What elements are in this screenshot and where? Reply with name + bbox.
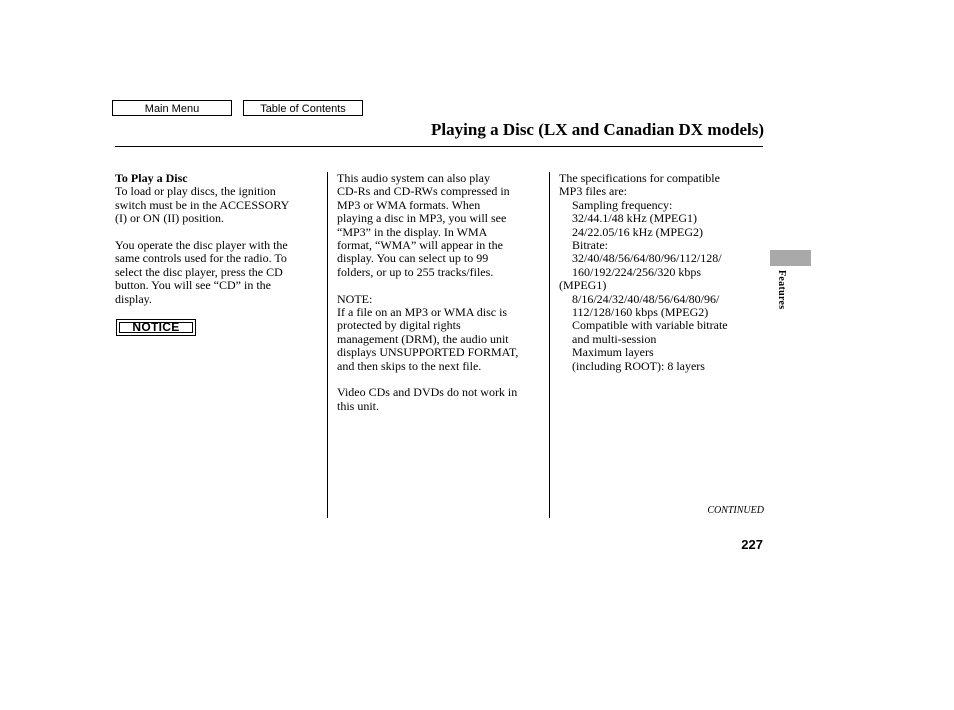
column-1	[115, 172, 320, 306]
column-divider	[549, 172, 550, 518]
section-heading: To Play a Disc	[115, 171, 188, 185]
text-line: same controls used for the radio. To	[115, 251, 287, 266]
spec-line: Compatible with variable bitrate	[572, 318, 728, 333]
page-number: 227	[741, 537, 763, 552]
title-divider	[115, 146, 763, 147]
text-line: To load or play discs, the ignition	[115, 184, 276, 199]
column-divider	[327, 172, 328, 518]
spec-list	[559, 199, 764, 373]
text-line: management (DRM), the audio unit	[337, 331, 509, 346]
text-line: “MP3” in the display. In WMA	[337, 224, 488, 239]
continued-label: CONTINUED	[707, 505, 764, 516]
text-line: and then skips to the next file.	[337, 358, 482, 373]
text-line: Video CDs and DVDs do not work in	[337, 385, 518, 400]
text-line: select the disc player, press the CD	[115, 264, 283, 279]
spec-line: Sampling frequency:	[572, 197, 673, 212]
text-line: this unit.	[337, 398, 380, 413]
section-tab	[770, 250, 811, 266]
main-menu-button[interactable]: Main Menu	[112, 100, 232, 116]
text-line: display.	[115, 291, 152, 306]
column-2	[337, 172, 547, 413]
table-of-contents-button[interactable]: Table of Contents	[243, 100, 363, 116]
text-line: CD-Rs and CD-RWs compressed in	[337, 184, 510, 199]
note-label: NOTE:	[337, 291, 373, 306]
text-line: format, “WMA” will appear in the	[337, 238, 503, 253]
text-line: folders, or up to 255 tracks/files.	[337, 264, 494, 279]
spec-line: 24/22.05/16 kHz (MPEG2)	[572, 224, 703, 239]
text-line: button. You will see “CD” in the	[115, 278, 271, 293]
page-title: Playing a Disc (LX and Canadian DX models)	[431, 120, 764, 139]
text-line: (I) or ON (II) position.	[115, 211, 224, 226]
text-line: The specifications for compatible	[559, 171, 720, 185]
spec-line: and multi-session	[572, 331, 657, 346]
text-line: MP3 or WMA formats. When	[337, 197, 481, 212]
text-line: You operate the disc player with the	[115, 238, 288, 253]
text-line: playing a disc in MP3, you will see	[337, 211, 507, 226]
spec-line: (including ROOT): 8 layers	[572, 358, 705, 373]
notice-link[interactable]: NOTICE	[116, 319, 196, 336]
spec-line: 160/192/224/256/320 kbps	[572, 264, 702, 279]
spec-line: 32/40/48/56/64/80/96/112/128/	[572, 251, 722, 266]
spec-line: 32/44.1/48 kHz (MPEG1)	[572, 211, 697, 226]
text-line: displays UNSUPPORTED FORMAT,	[337, 345, 519, 360]
spec-line: Bitrate:	[572, 238, 608, 253]
spec-line: 8/16/24/32/40/48/56/64/80/96/	[572, 291, 720, 306]
text-line: protected by digital rights	[337, 318, 461, 333]
text-line: If a file on an MP3 or WMA disc is	[337, 305, 508, 320]
column-3	[559, 172, 764, 373]
section-tab-label: Features	[776, 270, 787, 310]
spec-line: 112/128/160 kbps (MPEG2)	[572, 305, 709, 320]
spec-line: (MPEG1)	[559, 278, 607, 293]
spec-line: Maximum layers	[572, 345, 654, 360]
text-line: display. You can select up to 99	[337, 251, 489, 266]
text-line: MP3 files are:	[559, 184, 627, 199]
text-line: switch must be in the ACCESSORY	[115, 197, 290, 212]
text-line: This audio system can also play	[337, 171, 490, 185]
